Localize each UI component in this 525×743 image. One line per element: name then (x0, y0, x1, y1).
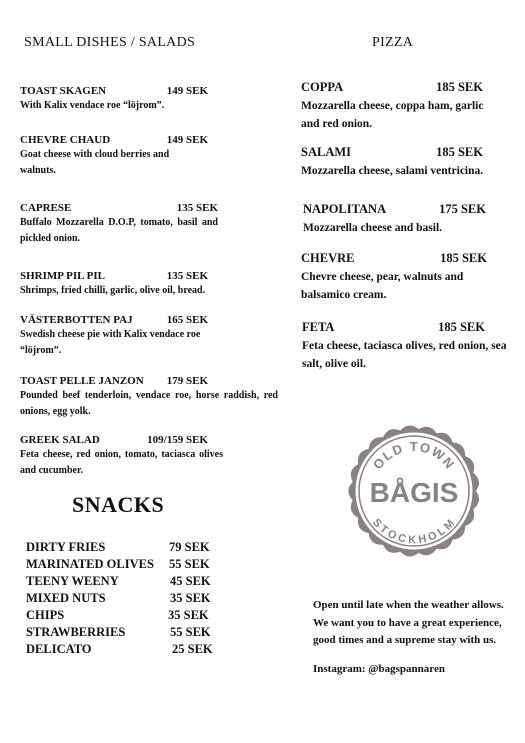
info-line: Open until late when the weather allows. (313, 599, 504, 611)
item-price: 135 SEK (166, 270, 208, 282)
menu-item (20, 202, 218, 247)
pizza-price: 185 SEK (438, 320, 485, 334)
snack-row (26, 625, 125, 640)
snack-price: 25 SEK (172, 642, 213, 656)
item-desc: With Kalix vendace roe “löjrom”. (20, 100, 165, 111)
pizza-price: 185 SEK (440, 251, 487, 265)
snack-price: 79 SEK (169, 540, 210, 554)
logo-top-text: OLD TOWN (369, 438, 459, 473)
snack-name: TEENY WEENY (26, 574, 119, 588)
item-name: GREEK SALAD (20, 434, 100, 446)
snack-row (26, 557, 154, 572)
pizza-name: NAPOLITANA (303, 202, 387, 216)
pizza-item (301, 145, 483, 180)
item-price: 149 SEK (166, 134, 208, 146)
bagis-logo (341, 418, 487, 564)
pizza-price: 185 SEK (436, 80, 483, 94)
item-name: TOAST PELLE JANZON (20, 375, 144, 387)
pizza-name: FETA (302, 320, 335, 334)
pizza-item (302, 320, 507, 373)
snack-name: CHIPS (26, 608, 65, 622)
snack-name: MARINATED OLIVES (26, 557, 154, 571)
pizza-item (301, 80, 483, 133)
pizza-header: PIZZA (372, 35, 414, 50)
small-dishes-header: SMALL DISHES / SALADS (24, 35, 196, 50)
item-desc: Feta cheese, red onion, tomato, taciasca olives and cucumber. (20, 449, 223, 476)
snack-price: 35 SEK (170, 591, 211, 605)
pizza-name: CHEVRE (301, 251, 355, 265)
instagram-handle[interactable]: Instagram: @bagspannaren (313, 663, 445, 675)
pizza-item (303, 202, 486, 237)
bottle-cap-logo-icon (341, 418, 487, 564)
snack-row (26, 642, 92, 657)
snack-price: 55 SEK (170, 625, 211, 639)
item-name: CAPRESE (20, 202, 72, 214)
info-line: good times and a supreme stay with us. (313, 634, 497, 646)
menu-item (20, 375, 278, 420)
snacks-header: SNACKS (72, 492, 165, 517)
item-price: 149 SEK (166, 85, 208, 97)
pizza-price: 175 SEK (439, 202, 486, 216)
snack-row (26, 591, 106, 606)
snack-name: STRAWBERRIES (26, 625, 126, 639)
pizza-name: COPPA (301, 80, 344, 94)
logo-bottom-text: STOCKHOLM (369, 516, 458, 547)
snack-price: 45 SEK (170, 574, 211, 588)
item-name: TOAST SKAGEN (20, 85, 107, 97)
menu-item (20, 434, 223, 479)
pizza-name: SALAMI (301, 145, 352, 159)
snack-price: 35 SEK (168, 608, 209, 622)
menu-item (20, 270, 208, 299)
item-desc: Swedish cheese pie with Kalix vendace roe “löjrom”. (20, 329, 201, 356)
pizza-desc: Mozzarella cheese, coppa ham, garlic and red onion. (301, 100, 484, 130)
pizza-desc: Feta cheese, taciasca olives, red onion, sea salt, olive oil. (302, 340, 507, 370)
snack-row (26, 574, 119, 589)
info-block (313, 597, 504, 650)
item-desc: Buffalo Mozzarella D.O.P, tomato, basil and pickled onion. (20, 217, 218, 244)
pizza-desc: Chevre cheese, pear, walnuts and balsamico cream. (301, 271, 464, 301)
snack-row (26, 540, 105, 555)
pizza-desc: Mozzarella cheese, salami ventricina. (301, 165, 484, 177)
menu-item (20, 314, 208, 359)
info-line: We want you to have a great experience, (313, 616, 502, 629)
item-name: SHRIMP PIL PIL (20, 270, 105, 282)
snack-name: MIXED NUTS (26, 591, 106, 605)
item-price: 135 SEK (176, 202, 218, 214)
item-price: 179 SEK (166, 375, 208, 387)
snack-row (26, 608, 64, 623)
menu-item (20, 134, 208, 179)
pizza-price: 185 SEK (436, 145, 483, 159)
logo-main-text: BÅGIS (369, 477, 459, 508)
snack-name: DIRTY FRIES (26, 540, 106, 554)
item-desc: Pounded beef tenderloin, vendace roe, horse raddish, red onions, egg yolk. (20, 390, 278, 417)
item-desc: Goat cheese with cloud berries and walnuts. (20, 149, 170, 176)
item-name: VÄSTERBOTTEN PAJ (20, 314, 133, 326)
menu-item (20, 85, 208, 114)
pizza-item (301, 251, 487, 304)
item-price: 165 SEK (166, 314, 208, 326)
item-desc: Shrimps, fried chilli, garlic, olive oil, bread. (20, 285, 206, 296)
item-name: CHEVRE CHAUD (20, 134, 111, 146)
snack-name: DELICATO (26, 642, 92, 656)
pizza-desc: Mozzarella cheese and basil. (303, 222, 443, 234)
snack-price: 55 SEK (169, 557, 210, 571)
item-price: 109/159 SEK (147, 434, 208, 446)
